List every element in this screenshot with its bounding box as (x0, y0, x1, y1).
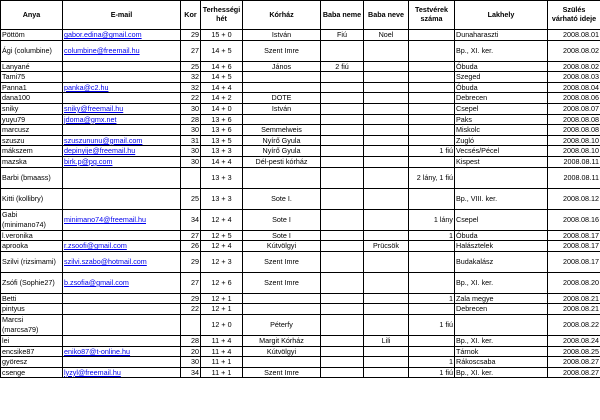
cell-terhessegi-het[interactable]: 14 + 5 (201, 40, 243, 61)
cell-baba-neve[interactable] (364, 188, 409, 209)
cell-baba-neme[interactable] (321, 304, 364, 315)
cell-testverek[interactable] (409, 188, 455, 209)
cell-testverek[interactable] (409, 82, 455, 93)
cell-anya[interactable]: Tami75 (1, 72, 63, 83)
cell-baba-neme[interactable] (321, 125, 364, 136)
table-row (1, 103, 600, 114)
cell-terhessegi-het[interactable]: 13 + 3 (201, 146, 243, 157)
cell-testverek[interactable] (409, 125, 455, 136)
cell-lakhely[interactable]: Paks (455, 114, 548, 125)
cell-kor[interactable]: 29 (181, 293, 201, 304)
table-row (1, 61, 600, 72)
cell-baba-neme[interactable] (321, 241, 364, 252)
cell-lakhely[interactable]: Dunaharaszti (455, 30, 548, 41)
cell-lakhely[interactable]: Óbuda (455, 82, 548, 93)
cell-email[interactable] (63, 72, 181, 83)
cell-szules-ideje[interactable]: 2008.08.10 (548, 146, 600, 157)
cell-anya[interactable]: l.veronika (1, 230, 63, 241)
cell-testverek[interactable]: 1 lány (409, 209, 455, 230)
cell-terhessegi-het[interactable]: 14 + 4 (201, 82, 243, 93)
cell-email[interactable] (63, 61, 181, 72)
cell-szules-ideje[interactable]: 2008.08.17 (548, 230, 600, 241)
cell-szules-ideje[interactable]: 2008.08.01 (548, 30, 600, 41)
cell-lakhely[interactable]: Zugló (455, 135, 548, 146)
cell-baba-neve[interactable] (364, 167, 409, 188)
cell-baba-neme[interactable] (321, 230, 364, 241)
cell-baba-neve[interactable] (364, 251, 409, 272)
cell-szules-ideje[interactable]: 2008.08.08 (548, 125, 600, 136)
cell-kor[interactable]: 22 (181, 304, 201, 315)
cell-baba-neve[interactable] (364, 367, 409, 378)
cell-baba-neve[interactable] (364, 114, 409, 125)
table-row (1, 293, 600, 304)
cell-terhessegi-het[interactable]: 12 + 5 (201, 230, 243, 241)
cell-baba-neve[interactable] (364, 304, 409, 315)
cell-kor[interactable]: 25 (181, 61, 201, 72)
cell-lakhely[interactable]: Óbuda (455, 61, 548, 72)
cell-testverek[interactable] (409, 61, 455, 72)
cell-testverek[interactable] (409, 241, 455, 252)
cell-korhaz[interactable] (243, 167, 321, 188)
cell-testverek[interactable]: 1 fiú (409, 314, 455, 335)
cell-terhessegi-het[interactable]: 13 + 6 (201, 114, 243, 125)
cell-korhaz[interactable] (243, 82, 321, 93)
cell-terhessegi-het[interactable]: 13 + 3 (201, 188, 243, 209)
cell-anya[interactable]: Zsófi (Sophie27) (1, 272, 63, 293)
cell-szules-ideje[interactable]: 2008.08.27 (548, 357, 600, 368)
cell-korhaz[interactable]: Dél-pesti kórház (243, 156, 321, 167)
table-row (1, 30, 600, 41)
cell-szules-ideje[interactable]: 2008.08.10 (548, 135, 600, 146)
cell-lakhely[interactable]: Csepel (455, 103, 548, 114)
cell-terhessegi-het[interactable]: 14 + 6 (201, 61, 243, 72)
table-row (1, 314, 600, 335)
cell-anya[interactable]: Pöttöm (1, 30, 63, 41)
cell-korhaz[interactable]: Sote I (243, 230, 321, 241)
cell-baba-neve[interactable] (364, 357, 409, 368)
cell-testverek[interactable] (409, 346, 455, 357)
cell-korhaz[interactable]: István (243, 30, 321, 41)
cell-korhaz[interactable] (243, 357, 321, 368)
cell-terhessegi-het[interactable]: 12 + 6 (201, 272, 243, 293)
cell-baba-neve[interactable] (364, 93, 409, 104)
cell-email[interactable]: panka@c2.hu (63, 82, 181, 93)
cell-anya[interactable]: aprooka (1, 241, 63, 252)
header-anya[interactable]: Anya (1, 1, 63, 30)
cell-terhessegi-het[interactable]: 12 + 1 (201, 304, 243, 315)
cell-testverek[interactable] (409, 304, 455, 315)
cell-anya[interactable]: encsike87 (1, 346, 63, 357)
cell-baba-neme[interactable] (321, 335, 364, 346)
cell-terhessegi-het[interactable]: 12 + 4 (201, 241, 243, 252)
cell-terhessegi-het[interactable]: 11 + 1 (201, 357, 243, 368)
cell-baba-neve[interactable] (364, 125, 409, 136)
cell-email[interactable]: r.zsoofi@gmail.com (63, 241, 181, 252)
cell-lakhely[interactable]: Bp., VIII. ker. (455, 188, 548, 209)
table-body (1, 30, 600, 378)
cell-terhessegi-het[interactable]: 11 + 1 (201, 367, 243, 378)
cell-lakhely[interactable]: Tárnok (455, 346, 548, 357)
cell-baba-neme[interactable] (321, 272, 364, 293)
cell-baba-neve[interactable] (364, 230, 409, 241)
cell-anya[interactable]: Barbi (bmaass) (1, 167, 63, 188)
cell-szules-ideje[interactable]: 2008.08.21 (548, 293, 600, 304)
cell-baba-neme[interactable] (321, 156, 364, 167)
cell-kor[interactable] (181, 167, 201, 188)
cell-korhaz[interactable]: Sote I. (243, 188, 321, 209)
header-row (1, 1, 600, 30)
cell-baba-neve[interactable]: Noel (364, 30, 409, 41)
cell-szules-ideje[interactable]: 2008.08.20 (548, 272, 600, 293)
cell-email[interactable] (63, 314, 181, 335)
cell-email[interactable]: depinyije@freemail.hu (63, 146, 181, 157)
cell-baba-neme[interactable] (321, 72, 364, 83)
cell-korhaz[interactable]: Kútvölgyi (243, 346, 321, 357)
header-szules[interactable]: Szülés várható ideje (548, 1, 600, 30)
cell-testverek[interactable]: 2 lány, 1 fiú (409, 167, 455, 188)
table-row (1, 272, 600, 293)
table-row (1, 188, 600, 209)
cell-baba-neve[interactable] (364, 40, 409, 61)
cell-email[interactable]: b.zsofia@gmail.com (63, 272, 181, 293)
cell-szules-ideje[interactable]: 2008.08.02 (548, 40, 600, 61)
cell-anya[interactable]: szuszu (1, 135, 63, 146)
cell-lakhely[interactable] (455, 314, 548, 335)
cell-anya[interactable]: Ági (columbine) (1, 40, 63, 61)
cell-baba-neme[interactable] (321, 367, 364, 378)
cell-korhaz[interactable]: Szent Imre (243, 40, 321, 61)
cell-szules-ideje[interactable]: 2008.08.16 (548, 209, 600, 230)
cell-testverek[interactable]: 1 (409, 293, 455, 304)
cell-email[interactable] (63, 304, 181, 315)
cell-anya[interactable]: sniky (1, 103, 63, 114)
cell-email[interactable]: lyzyl@freemail.hu (63, 367, 181, 378)
cell-testverek[interactable]: 1 (409, 230, 455, 241)
cell-kor[interactable]: 27 (181, 230, 201, 241)
cell-anya[interactable]: dana100 (1, 93, 63, 104)
cell-korhaz[interactable] (243, 72, 321, 83)
cell-email[interactable] (63, 357, 181, 368)
cell-kor[interactable]: 27 (181, 272, 201, 293)
cell-testverek[interactable] (409, 114, 455, 125)
cell-baba-neme[interactable] (321, 114, 364, 125)
cell-szules-ideje[interactable]: 2008.08.06 (548, 93, 600, 104)
cell-anya[interactable]: Panna1 (1, 82, 63, 93)
cell-korhaz[interactable] (243, 293, 321, 304)
cell-anya[interactable]: Lanyané (1, 61, 63, 72)
cell-korhaz[interactable] (243, 304, 321, 315)
cell-szules-ideje[interactable]: 2008.08.07 (548, 103, 600, 114)
cell-email[interactable] (63, 125, 181, 136)
cell-kor[interactable]: 28 (181, 335, 201, 346)
table-row (1, 335, 600, 346)
cell-baba-neve[interactable] (364, 293, 409, 304)
cell-szules-ideje[interactable]: 2008.08.21 (548, 304, 600, 315)
cell-anya[interactable]: Marcsi (marcsa79) (1, 314, 63, 335)
header-testverek[interactable]: Testvérek száma (409, 1, 455, 30)
table-row (1, 72, 600, 83)
cell-baba-neme[interactable] (321, 209, 364, 230)
cell-anya[interactable]: marcusz (1, 125, 63, 136)
cell-szules-ideje[interactable]: 2008.08.12 (548, 188, 600, 209)
cell-szules-ideje[interactable]: 2008.08.25 (548, 346, 600, 357)
cell-email[interactable] (63, 188, 181, 209)
cell-email[interactable]: birk.p@pg.com (63, 156, 181, 167)
cell-baba-neme[interactable] (321, 293, 364, 304)
cell-baba-neme[interactable] (321, 251, 364, 272)
cell-kor[interactable]: 31 (181, 135, 201, 146)
cell-korhaz[interactable]: Margit Kórház (243, 335, 321, 346)
cell-lakhely[interactable]: Szeged (455, 72, 548, 83)
cell-anya[interactable]: pintyus (1, 304, 63, 315)
cell-szules-ideje[interactable]: 2008.08.03 (548, 72, 600, 83)
table-row (1, 135, 600, 146)
cell-anya[interactable]: csenge (1, 367, 63, 378)
table-row (1, 146, 600, 157)
cell-lakhely[interactable]: Budakalász (455, 251, 548, 272)
cell-lakhely[interactable]: Halásztelek (455, 241, 548, 252)
cell-lakhely[interactable]: Rákoscsaba (455, 357, 548, 368)
cell-email[interactable]: szuszununu@gmail.com (63, 135, 181, 146)
cell-korhaz[interactable]: Szent Imre (243, 272, 321, 293)
cell-baba-neve[interactable]: Prücsök (364, 241, 409, 252)
cell-anya[interactable]: györesz (1, 357, 63, 368)
cell-email[interactable]: columbine@freemail.hu (63, 40, 181, 61)
table-row (1, 209, 600, 230)
table-row (1, 251, 600, 272)
cell-kor[interactable]: 34 (181, 367, 201, 378)
cell-email[interactable]: gabor.edina@gmail.com (63, 30, 181, 41)
cell-baba-neve[interactable] (364, 209, 409, 230)
cell-baba-neve[interactable] (364, 72, 409, 83)
cell-terhessegi-het[interactable]: 13 + 5 (201, 135, 243, 146)
cell-lakhely[interactable]: Kispest (455, 156, 548, 167)
cell-email[interactable] (63, 167, 181, 188)
cell-kor[interactable]: 30 (181, 357, 201, 368)
cell-terhessegi-het[interactable]: 14 + 0 (201, 103, 243, 114)
cell-lakhely[interactable]: Bp., XI. ker. (455, 367, 548, 378)
cell-testverek[interactable] (409, 40, 455, 61)
cell-lakhely[interactable]: Zala megye (455, 293, 548, 304)
cell-kor[interactable]: 26 (181, 241, 201, 252)
cell-szules-ideje[interactable]: 2008.08.27 (548, 367, 600, 378)
table-row (1, 167, 600, 188)
cell-szules-ideje[interactable]: 2008.08.02 (548, 61, 600, 72)
cell-anya[interactable]: Szilvi (rizsimami) (1, 251, 63, 272)
header-lakhely[interactable]: Lakhely (455, 1, 548, 30)
table-row (1, 93, 600, 104)
cell-baba-neme[interactable] (321, 93, 364, 104)
cell-terhessegi-het[interactable]: 13 + 3 (201, 167, 243, 188)
cell-kor[interactable]: 32 (181, 82, 201, 93)
cell-terhessegi-het[interactable]: 14 + 5 (201, 72, 243, 83)
cell-kor[interactable]: 25 (181, 188, 201, 209)
cell-baba-neve[interactable] (364, 82, 409, 93)
header-korhaz[interactable]: Kórház (243, 1, 321, 30)
cell-kor[interactable]: 34 (181, 209, 201, 230)
cell-szules-ideje[interactable]: 2008.08.24 (548, 335, 600, 346)
cell-terhessegi-het[interactable]: 12 + 0 (201, 314, 243, 335)
cell-testverek[interactable] (409, 30, 455, 41)
cell-anya[interactable]: lei (1, 335, 63, 346)
cell-baba-neve[interactable] (364, 156, 409, 167)
cell-terhessegi-het[interactable]: 12 + 1 (201, 293, 243, 304)
cell-terhessegi-het[interactable]: 15 + 0 (201, 30, 243, 41)
cell-lakhely[interactable]: Debrecen (455, 93, 548, 104)
cell-baba-neve[interactable] (364, 314, 409, 335)
cell-korhaz[interactable]: Semmelweis (243, 125, 321, 136)
cell-kor[interactable]: 29 (181, 30, 201, 41)
cell-testverek[interactable]: 1 fiú (409, 146, 455, 157)
cell-szules-ideje[interactable]: 2008.08.04 (548, 82, 600, 93)
cell-lakhely[interactable] (455, 167, 548, 188)
cell-email[interactable]: szilvi.szabo@hotmail.com (63, 251, 181, 272)
cell-korhaz[interactable]: János (243, 61, 321, 72)
table-row (1, 304, 600, 315)
cell-testverek[interactable] (409, 156, 455, 167)
table-row (1, 114, 600, 125)
table-row (1, 125, 600, 136)
cell-lakhely[interactable]: Óbuda (455, 230, 548, 241)
cell-baba-neme[interactable] (321, 82, 364, 93)
cell-anya[interactable]: mazska (1, 156, 63, 167)
cell-testverek[interactable] (409, 93, 455, 104)
cell-baba-neme[interactable] (321, 103, 364, 114)
cell-terhessegi-het[interactable]: 11 + 4 (201, 335, 243, 346)
cell-testverek[interactable] (409, 335, 455, 346)
cell-baba-neve[interactable]: Lili (364, 335, 409, 346)
cell-kor[interactable]: 30 (181, 146, 201, 157)
header-terhessegi-het[interactable]: Terhességi hét (201, 1, 243, 30)
cell-korhaz[interactable] (243, 114, 321, 125)
cell-baba-neme[interactable] (321, 346, 364, 357)
cell-baba-neme[interactable] (321, 135, 364, 146)
table-row (1, 346, 600, 357)
header-baba-neve[interactable]: Baba neve (364, 1, 409, 30)
cell-korhaz[interactable]: Sote I (243, 209, 321, 230)
cell-korhaz[interactable]: Nyírő Gyula (243, 135, 321, 146)
header-kor[interactable]: Kor (181, 1, 201, 30)
table-row (1, 82, 600, 93)
cell-korhaz[interactable]: Szent Imre (243, 251, 321, 272)
cell-anya[interactable]: yuyu79 (1, 114, 63, 125)
cell-korhaz[interactable]: Szent Imre (243, 367, 321, 378)
cell-baba-neme[interactable] (321, 40, 364, 61)
cell-baba-neve[interactable] (364, 272, 409, 293)
cell-baba-neme[interactable] (321, 357, 364, 368)
cell-kor[interactable]: 27 (181, 40, 201, 61)
cell-lakhely[interactable]: Vecsés/Pécel (455, 146, 548, 157)
cell-testverek[interactable] (409, 272, 455, 293)
cell-testverek[interactable]: 1 fiú (409, 367, 455, 378)
header-baba-neme[interactable]: Baba neme (321, 1, 364, 30)
cell-baba-neve[interactable] (364, 103, 409, 114)
cell-email[interactable] (63, 293, 181, 304)
cell-terhessegi-het[interactable]: 14 + 2 (201, 93, 243, 104)
cell-lakhely[interactable]: Bp., XI. ker. (455, 335, 548, 346)
cell-testverek[interactable] (409, 103, 455, 114)
cell-email[interactable]: minimano74@freemail.hu (63, 209, 181, 230)
cell-kor[interactable]: 29 (181, 251, 201, 272)
cell-baba-neme[interactable]: Fiú (321, 30, 364, 41)
cell-baba-neme[interactable] (321, 146, 364, 157)
cell-baba-neme[interactable] (321, 188, 364, 209)
table-row (1, 241, 600, 252)
cell-kor[interactable]: 22 (181, 93, 201, 104)
cell-anya[interactable]: Betti (1, 293, 63, 304)
cell-anya[interactable]: Gabi (minimano74) (1, 209, 63, 230)
cell-baba-neve[interactable] (364, 135, 409, 146)
table-row (1, 230, 600, 241)
cell-anya[interactable]: mákszem (1, 146, 63, 157)
cell-testverek[interactable] (409, 135, 455, 146)
cell-terhessegi-het[interactable]: 12 + 4 (201, 209, 243, 230)
cell-baba-neme[interactable]: 2 fiú (321, 61, 364, 72)
cell-anya[interactable]: Kitti (kollibry) (1, 188, 63, 209)
cell-testverek[interactable] (409, 251, 455, 272)
table-row (1, 357, 600, 368)
cell-kor[interactable]: 30 (181, 103, 201, 114)
cell-terhessegi-het[interactable]: 13 + 6 (201, 125, 243, 136)
cell-kor[interactable]: 32 (181, 72, 201, 83)
cell-baba-neve[interactable] (364, 346, 409, 357)
table-row (1, 40, 600, 61)
table-row (1, 156, 600, 167)
cell-testverek[interactable] (409, 72, 455, 83)
cell-terhessegi-het[interactable]: 12 + 3 (201, 251, 243, 272)
cell-testverek[interactable]: 1 (409, 357, 455, 368)
cell-szules-ideje[interactable]: 2008.08.17 (548, 241, 600, 252)
cell-baba-neme[interactable] (321, 314, 364, 335)
cell-korhaz[interactable]: Kútvölgyi (243, 241, 321, 252)
cell-kor[interactable]: 30 (181, 125, 201, 136)
cell-szules-ideje[interactable]: 2008.08.11 (548, 156, 600, 167)
cell-lakhely[interactable]: Miskolc (455, 125, 548, 136)
cell-szules-ideje[interactable]: 2008.08.22 (548, 314, 600, 335)
header-email[interactable]: E-mail (63, 1, 181, 30)
cell-email[interactable] (63, 230, 181, 241)
cell-email[interactable] (63, 335, 181, 346)
cell-baba-neme[interactable] (321, 167, 364, 188)
cell-lakhely[interactable]: Bp., XI. ker. (455, 40, 548, 61)
cell-terhessegi-het[interactable]: 14 + 4 (201, 156, 243, 167)
cell-email[interactable]: sniky@freemail.hu (63, 103, 181, 114)
cell-lakhely[interactable]: Csepel (455, 209, 548, 230)
cell-baba-neve[interactable] (364, 146, 409, 157)
cell-korhaz[interactable]: Péterfy (243, 314, 321, 335)
cell-baba-neve[interactable] (364, 61, 409, 72)
cell-kor[interactable] (181, 314, 201, 335)
cell-lakhely[interactable]: Debrecen (455, 304, 548, 315)
cell-kor[interactable]: 30 (181, 156, 201, 167)
cell-korhaz[interactable]: Nyírő Gyula (243, 146, 321, 157)
cell-szules-ideje[interactable]: 2008.08.17 (548, 251, 600, 272)
cell-kor[interactable]: 20 (181, 346, 201, 357)
cell-korhaz[interactable]: DOTE (243, 93, 321, 104)
cell-szules-ideje[interactable]: 2008.08.11 (548, 167, 600, 188)
cell-kor[interactable]: 28 (181, 114, 201, 125)
cell-lakhely[interactable]: Bp., XI. ker. (455, 272, 548, 293)
cell-email[interactable]: eniko87@t-online.hu (63, 346, 181, 357)
cell-email[interactable]: jdoma@gmx.net (63, 114, 181, 125)
cell-terhessegi-het[interactable]: 11 + 4 (201, 346, 243, 357)
cell-szules-ideje[interactable]: 2008.08.08 (548, 114, 600, 125)
table-row (1, 367, 600, 378)
cell-email[interactable] (63, 93, 181, 104)
cell-korhaz[interactable]: István (243, 103, 321, 114)
